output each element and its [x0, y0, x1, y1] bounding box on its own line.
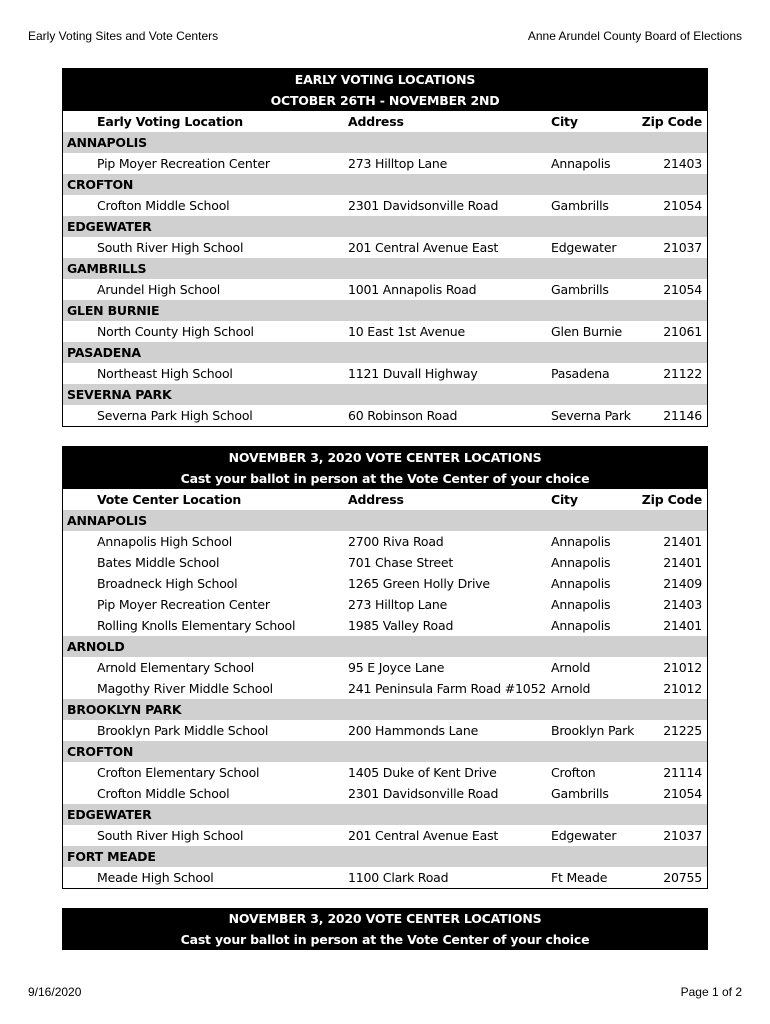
address: 200 Hammonds Lane [348, 723, 479, 738]
city: Ft Meade [551, 870, 608, 885]
table-row [63, 237, 707, 258]
city-group-label: ANNAPOLIS [67, 135, 147, 150]
address: 201 Central Avenue East [348, 828, 499, 843]
column-header-zip: Zip Code [641, 492, 702, 507]
table-row [63, 783, 707, 804]
city: Pasadena [551, 366, 610, 381]
address: 2700 Riva Road [348, 534, 444, 549]
table-row [63, 867, 707, 888]
zip-code: 21012 [663, 660, 702, 675]
city-group-label: FORT MEADE [67, 849, 156, 864]
address: 1100 Clark Road [348, 870, 449, 885]
table-row [63, 573, 707, 594]
location-name: Pip Moyer Recreation Center [97, 156, 270, 171]
city-group-row [63, 699, 707, 720]
address: 95 E Joyce Lane [348, 660, 445, 675]
location-name: South River High School [97, 828, 244, 843]
page-header-left: Early Voting Sites and Vote Centers [28, 29, 219, 43]
table-row [63, 279, 707, 300]
column-header-zip: Zip Code [641, 114, 702, 129]
page-footer-page-number: Page 1 of 2 [680, 985, 742, 999]
city-group-row [63, 216, 707, 237]
zip-code: 21146 [663, 408, 702, 423]
vote-centers-continued-subtitle: Cast your ballot in person at the Vote Center of your choice [180, 932, 590, 947]
address: 1985 Valley Road [348, 618, 454, 633]
zip-code: 21225 [663, 723, 702, 738]
vote-centers-table [62, 446, 708, 889]
zip-code: 21403 [663, 597, 702, 612]
location-name: Brooklyn Park Middle School [97, 723, 269, 738]
city-group-label: PASADENA [67, 345, 141, 360]
table-row [63, 153, 707, 174]
location-name: South River High School [97, 240, 244, 255]
zip-code: 21012 [663, 681, 702, 696]
zip-code: 21401 [663, 534, 702, 549]
zip-code: 21114 [663, 765, 702, 780]
city: Annapolis [551, 618, 611, 633]
zip-code: 21061 [663, 324, 702, 339]
location-name: Meade High School [97, 870, 214, 885]
zip-code: 21409 [663, 576, 702, 591]
city-group-label: ARNOLD [67, 639, 125, 654]
table-row [63, 615, 707, 636]
city: Annapolis [551, 597, 611, 612]
city-group-label: EDGEWATER [67, 219, 152, 234]
column-header-row [63, 489, 707, 510]
table-row [63, 762, 707, 783]
location-name: Crofton Middle School [97, 198, 230, 213]
location-name: Severna Park High School [97, 408, 253, 423]
vote-centers-title: NOVEMBER 3, 2020 VOTE CENTER LOCATIONS [228, 450, 542, 465]
address: 60 Robinson Road [348, 408, 458, 423]
vote-centers-continued-title: NOVEMBER 3, 2020 VOTE CENTER LOCATIONS [228, 911, 542, 926]
city-group-label: SEVERNA PARK [67, 387, 172, 402]
address: 1405 Duke of Kent Drive [348, 765, 497, 780]
city: Crofton [551, 765, 596, 780]
vote-centers-subtitle: Cast your ballot in person at the Vote Center of your choice [180, 471, 590, 486]
table-row [63, 195, 707, 216]
location-name: Magothy River Middle School [97, 681, 273, 696]
city: Edgewater [551, 828, 617, 843]
city-group-label: ANNAPOLIS [67, 513, 147, 528]
early-voting-title: EARLY VOTING LOCATIONS [294, 72, 476, 87]
city: Edgewater [551, 240, 617, 255]
location-name: Broadneck High School [97, 576, 238, 591]
zip-code: 21401 [663, 618, 702, 633]
table-row [63, 825, 707, 846]
city-group-row [63, 846, 707, 867]
location-name: Crofton Elementary School [97, 765, 260, 780]
location-name: Bates Middle School [97, 555, 220, 570]
zip-code: 21037 [663, 828, 702, 843]
table-row [63, 531, 707, 552]
location-name: Annapolis High School [97, 534, 233, 549]
zip-code: 20755 [663, 870, 702, 885]
table-row [63, 678, 707, 699]
vote-centers-continued [62, 908, 708, 950]
location-name: Pip Moyer Recreation Center [97, 597, 270, 612]
location-name: Arundel High School [97, 282, 221, 297]
page-header-right: Anne Arundel County Board of Elections [527, 29, 742, 43]
city: Arnold [551, 660, 591, 675]
zip-code: 21054 [663, 282, 702, 297]
city: Annapolis [551, 555, 611, 570]
city-group-label: BROOKLYN PARK [67, 702, 182, 717]
vote-centers-body [63, 510, 707, 888]
city: Gambrills [551, 786, 609, 801]
location-name: Arnold Elementary School [97, 660, 255, 675]
city: Glen Burnie [551, 324, 623, 339]
column-header-city: City [551, 114, 578, 129]
table-row [63, 363, 707, 384]
city: Arnold [551, 681, 591, 696]
table-row [63, 321, 707, 342]
address: 241 Peninsula Farm Road #1052 [348, 681, 547, 696]
city-group-label: GLEN BURNIE [67, 303, 160, 318]
zip-code: 21054 [663, 786, 702, 801]
city-group-row [63, 384, 707, 405]
zip-code: 21054 [663, 198, 702, 213]
address: 10 East 1st Avenue [348, 324, 466, 339]
table-row [63, 405, 707, 426]
city-group-row [63, 510, 707, 531]
city: Severna Park [551, 408, 631, 423]
address: 2301 Davidsonville Road [348, 198, 499, 213]
column-header-row [63, 111, 707, 132]
location-name: Crofton Middle School [97, 786, 230, 801]
city-group-row [63, 342, 707, 363]
table-row [63, 657, 707, 678]
city: Annapolis [551, 576, 611, 591]
early-voting-body [63, 132, 707, 426]
address: 201 Central Avenue East [348, 240, 499, 255]
column-header-location: Vote Center Location [97, 492, 242, 507]
early-voting-banner [63, 69, 707, 111]
city-group-row [63, 636, 707, 657]
city-group-row [63, 174, 707, 195]
city: Gambrills [551, 282, 609, 297]
location-name: North County High School [97, 324, 254, 339]
vote-centers-continued-banner [62, 908, 708, 950]
city-group-label: CROFTON [67, 177, 134, 192]
address: 273 Hilltop Lane [348, 156, 448, 171]
zip-code: 21037 [663, 240, 702, 255]
early-voting-table [62, 68, 708, 427]
address: 2301 Davidsonville Road [348, 786, 499, 801]
vote-centers-banner [63, 447, 707, 489]
address: 1265 Green Holly Drive [348, 576, 490, 591]
city: Gambrills [551, 198, 609, 213]
location-name: Northeast High School [97, 366, 233, 381]
address: 701 Chase Street [348, 555, 454, 570]
column-header-address: Address [348, 492, 404, 507]
location-name: Rolling Knolls Elementary School [97, 618, 296, 633]
page-footer-date: 9/16/2020 [28, 985, 82, 999]
address: 1001 Annapolis Road [348, 282, 477, 297]
city: Annapolis [551, 156, 611, 171]
table-row [63, 594, 707, 615]
table-row [63, 720, 707, 741]
column-header-city: City [551, 492, 578, 507]
early-voting-dates: OCTOBER 26TH - NOVEMBER 2ND [270, 93, 500, 108]
city-group-row [63, 741, 707, 762]
city-group-row [63, 132, 707, 153]
city-group-label: CROFTON [67, 744, 134, 759]
city-group-label: EDGEWATER [67, 807, 152, 822]
zip-code: 21403 [663, 156, 702, 171]
column-header-address: Address [348, 114, 404, 129]
city: Brooklyn Park [551, 723, 635, 738]
city-group-row [63, 300, 707, 321]
city-group-row [63, 804, 707, 825]
address: 1121 Duvall Highway [348, 366, 478, 381]
city-group-row [63, 258, 707, 279]
zip-code: 21122 [663, 366, 702, 381]
table-row [63, 552, 707, 573]
zip-code: 21401 [663, 555, 702, 570]
column-header-location: Early Voting Location [97, 114, 243, 129]
city: Annapolis [551, 534, 611, 549]
address: 273 Hilltop Lane [348, 597, 448, 612]
city-group-label: GAMBRILLS [67, 261, 147, 276]
